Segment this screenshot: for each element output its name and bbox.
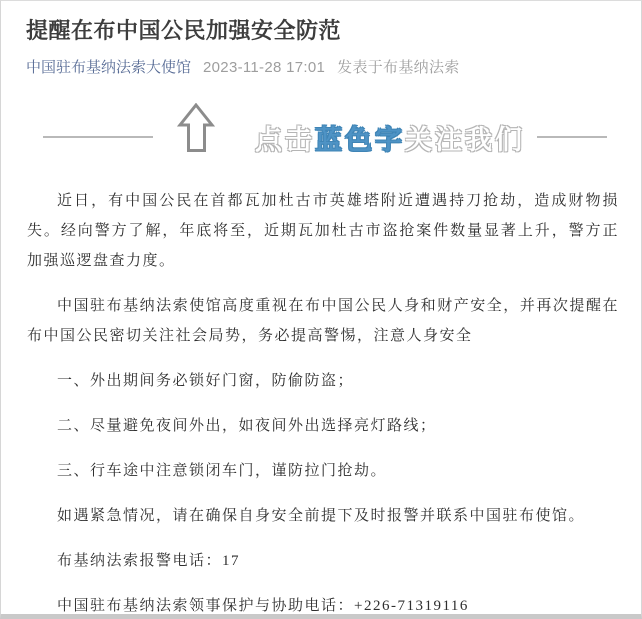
page-title: 提醒在布中国公民加强安全防范 (26, 18, 342, 43)
article-paragraph: 如遇紧急情况，请在确保自身安全前提下及时报警并联系中国驻布使馆。 (57, 508, 586, 524)
article-paragraph: 二、尽量避免夜间外出，如夜间外出选择亮灯路线； (57, 418, 437, 434)
banner-text-highlight: 蓝色字 (315, 124, 405, 155)
banner-left-divider (43, 136, 153, 138)
article-paragraph: 中国驻布基纳法索使馆高度重视在布中国公民人身和财产安全，并再次提醒在布中国公民密切关注社会局势，务必提高警惕，注意人身安全 (27, 298, 619, 344)
article-paragraph: 中国驻布基纳法索领事保护与协助电话：+226-71319116 (57, 598, 469, 614)
banner-text-prefix: 点击 (255, 124, 315, 155)
up-arrow-icon (177, 103, 215, 153)
account-name-link[interactable]: 中国驻布基纳法索大使馆 (26, 59, 192, 76)
article-paragraph: 布基纳法索报警电话：17 (57, 553, 241, 569)
follow-banner-text (255, 118, 525, 157)
follow-banner (1, 94, 641, 180)
article-body (1, 186, 641, 619)
article-header (1, 1, 641, 78)
banner-right-divider (537, 136, 607, 138)
byline (26, 58, 617, 78)
article-paragraph: 三、行车途中注意锁闭车门，谨防拉门抢劫。 (57, 463, 388, 479)
banner-text-suffix: 关注我们 (405, 124, 525, 155)
publish-timestamp: 2023-11-28 17:01 (203, 59, 326, 76)
publish-location: 发表于布基纳法索 (337, 59, 460, 76)
article-paragraph: 一、外出期间务必锁好门窗，防偷防盗； (57, 373, 355, 389)
article-paragraph: 近日，有中国公民在首都瓦加杜古市英雄塔附近遭遇持刀抢劫，造成财物损失。经向警方了解，年底将至，近期瓦加杜古市盗抢案件数量显著上升，警方正加强巡逻盘查力度。 (27, 193, 619, 269)
